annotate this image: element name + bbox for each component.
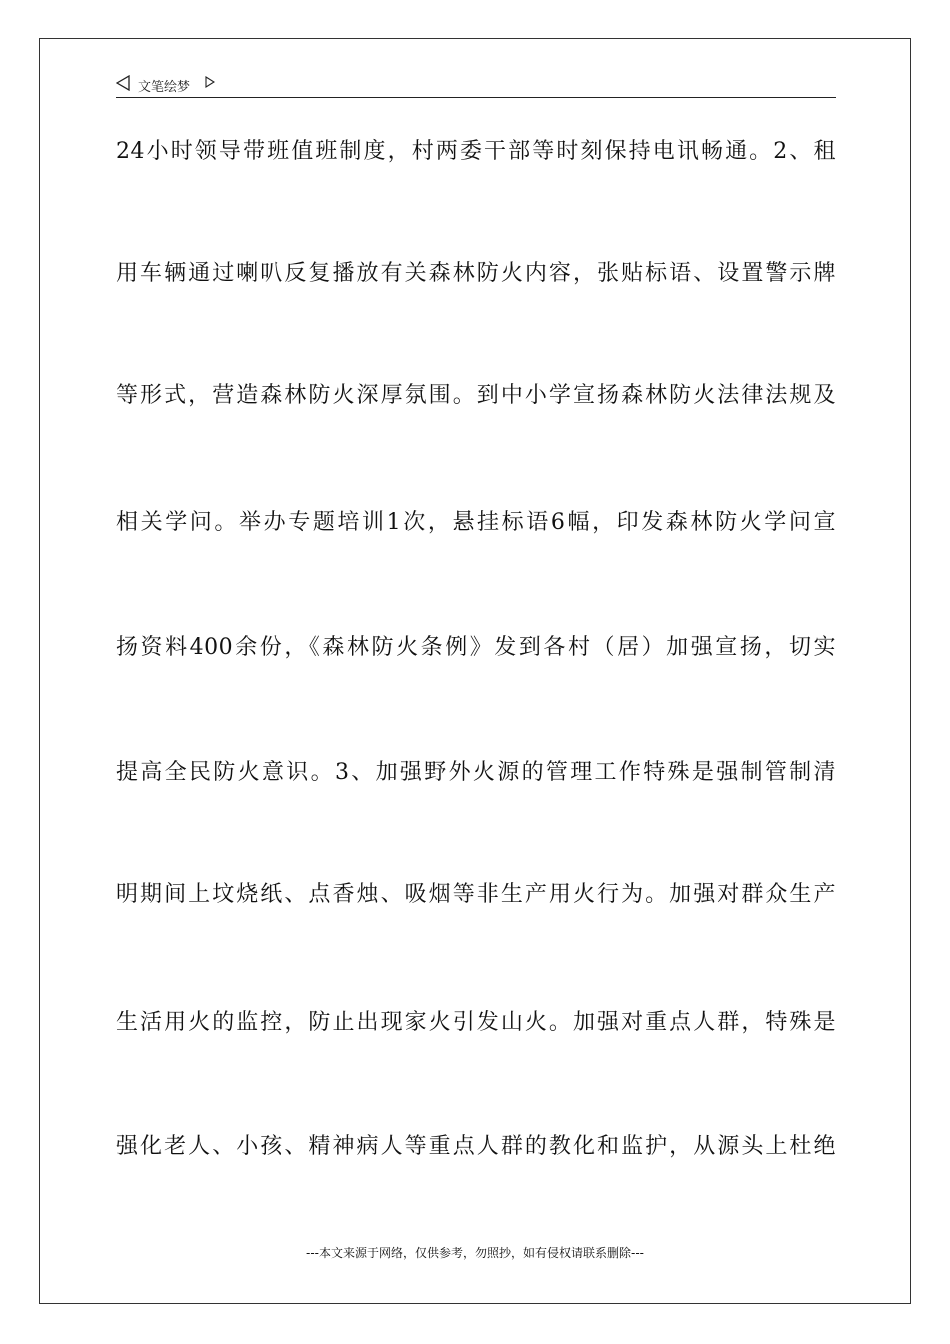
body-text-line: 生活用火的监控，防止出现家火引发山火。加强对重点人群，特殊是 xyxy=(116,1010,836,1035)
body-text-line: 明期间上坟烧纸、点香烛、吸烟等非生产用火行为。加强对群众生产 xyxy=(116,882,836,907)
body-text-line: 强化老人、小孩、精神病人等重点人群的教化和监护，从源头上杜绝 xyxy=(116,1134,836,1159)
page-frame xyxy=(39,38,911,1304)
body-text-line: 相关学问。举办专题培训1次，悬挂标语6幅，印发森林防火学问宣 xyxy=(116,510,836,535)
left-triangle-outline-icon xyxy=(116,75,130,91)
header-title: 文笔绘梦 xyxy=(138,80,191,95)
right-triangle-outline-icon xyxy=(205,76,215,88)
body-text-line: 提高全民防火意识。3、加强野外火源的管理工作特殊是强制管制清 xyxy=(116,760,836,785)
body-text-line: 24小时领导带班值班制度，村两委干部等时刻保持电讯畅通。2、租 xyxy=(116,139,836,164)
body-text-line: 等形式，营造森林防火深厚氛围。到中小学宣扬森林防火法律法规及 xyxy=(116,383,836,408)
footer-disclaimer: ---本文来源于网络，仅供参考，勿照抄，如有侵权请联系删除--- xyxy=(306,1246,644,1260)
body-text-line: 扬资料400余份，《森林防火条例》发到各村（居）加强宣扬，切实 xyxy=(116,635,836,660)
page-header xyxy=(116,72,836,98)
body-text-line: 用车辆通过喇叭反复播放有关森林防火内容，张贴标语、设置警示牌 xyxy=(116,261,836,286)
